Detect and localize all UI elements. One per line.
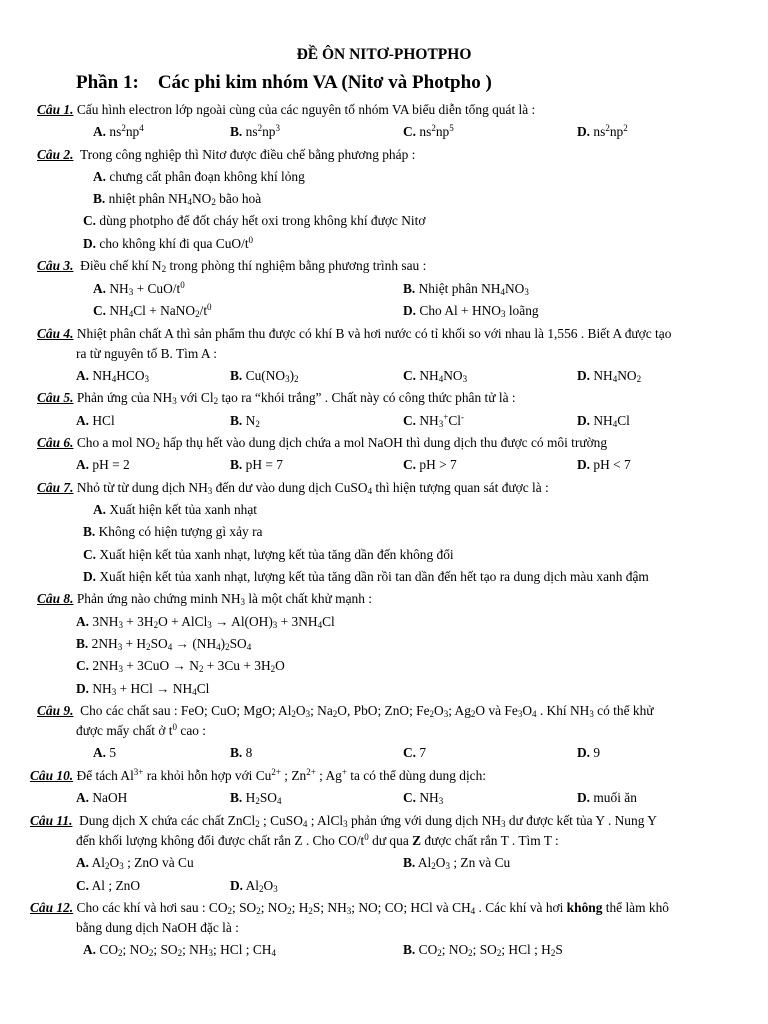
option-text: $H_2SO_4$	[245, 790, 282, 806]
q5-option-b[interactable]	[230, 413, 260, 429]
option-key: C.	[403, 413, 417, 428]
option-text: pH < 7	[593, 457, 631, 472]
q10-option-c[interactable]	[403, 790, 443, 806]
option-text: $Cu(NO_3)_2$	[245, 368, 299, 384]
q9-option-b[interactable]	[230, 745, 252, 761]
option-text: NaOH	[92, 790, 128, 805]
q2-option-d[interactable]	[83, 236, 253, 252]
option-text: Al ; ZnO	[91, 878, 140, 893]
option-text: $ns^2np^3$	[245, 123, 280, 139]
question-text: Cấu hình electron lớp ngoài cùng của các nguyên tố nhóm VA biểu diễn tổng quát là :	[76, 102, 536, 117]
question-text: Cho a mol $NO_2$ hấp thụ hết vào dung dịch chứa a mol NaOH thì dung dịch thu được có môi trường	[76, 435, 608, 451]
option-key: B.	[230, 790, 243, 805]
option-text: 7	[419, 745, 427, 760]
q8-option-c[interactable]	[76, 658, 285, 674]
q11-option-a[interactable]	[76, 855, 194, 871]
option-key: B.	[403, 281, 416, 296]
q8-option-a[interactable]	[76, 614, 335, 630]
option-key: D.	[403, 303, 417, 318]
option-key: A.	[76, 413, 90, 428]
q11-option-c[interactable]	[76, 878, 140, 894]
option-text: $NH_4Cl$ + $NaNO_2/t^0$	[109, 302, 212, 319]
q7-option-c[interactable]	[83, 547, 454, 563]
option-key: A.	[76, 614, 90, 629]
question-10-stem	[30, 768, 486, 784]
question-4-stem	[37, 326, 671, 342]
question-label: Câu 3.	[37, 258, 74, 273]
q7-option-d[interactable]	[83, 569, 649, 585]
option-key: D.	[577, 745, 591, 760]
q9-option-c[interactable]	[403, 745, 426, 761]
q7-option-b[interactable]	[83, 524, 262, 540]
option-key: B.	[230, 745, 243, 760]
q10-option-d[interactable]	[577, 790, 637, 806]
q4-option-b[interactable]	[230, 368, 299, 384]
option-key: B.	[403, 942, 416, 957]
option-text: $NH_4NO_2$	[593, 368, 642, 384]
option-text: $NH_3^+Cl^-$	[419, 412, 464, 429]
option-key: D.	[230, 878, 244, 893]
option-text: 9	[593, 745, 601, 760]
option-text: $CO_2$; $NO_2$; $SO_2$; $NH_3$; HCl ; $CH_4$	[99, 942, 276, 958]
question-12-stem	[30, 900, 669, 916]
option-key: B.	[230, 124, 243, 139]
option-text: $NH_3$ + HCl → $NH_4Cl$	[92, 681, 210, 697]
question-label: Câu 11.	[30, 813, 73, 828]
q12-option-b[interactable]	[403, 942, 563, 958]
option-key: A.	[76, 368, 90, 383]
question-label: Câu 2.	[37, 147, 74, 162]
question-label: Câu 4.	[37, 326, 74, 341]
q5-option-a[interactable]	[76, 413, 115, 429]
option-key: C.	[403, 745, 417, 760]
option-text: $Al_2O_3$ ; ZnO và Cu	[91, 855, 194, 871]
option-text: $NH_4Cl$	[593, 413, 630, 429]
question-text: Nhiệt phân chất A thì sản phẩm thu được có khí B và hơi nước có tỉ khối so với nhau là 1,556 . Biết A được tạo	[76, 326, 672, 341]
option-key: C.	[403, 124, 417, 139]
option-key: C.	[403, 790, 417, 805]
option-text: $2NH_3 + 3CuO \to N_2 + 3Cu + 3H_2O$	[92, 658, 285, 674]
option-text: chưng cất phân đoạn không khí lỏng	[109, 169, 305, 184]
q3-option-d[interactable]	[403, 303, 539, 319]
question-9-stem	[37, 703, 654, 719]
option-key: C.	[83, 547, 97, 562]
option-key: B.	[230, 368, 243, 383]
option-text: $Al_2O_3$ ; Zn và Cu	[417, 855, 511, 871]
q4-option-c[interactable]	[403, 368, 467, 384]
q10-option-b[interactable]	[230, 790, 281, 806]
option-text: Cho $Al + HNO_3$ loãng	[419, 303, 539, 319]
option-text: pH = 7	[245, 457, 283, 472]
q5-option-c[interactable]	[403, 413, 464, 429]
q6-option-a[interactable]	[76, 457, 130, 473]
question-text: Điều chế khí $N_2$ trong phòng thí nghiệm bằng phương trình sau :	[80, 258, 427, 274]
q6-option-b[interactable]	[230, 457, 283, 473]
option-key: C.	[403, 457, 417, 472]
option-key: B.	[403, 855, 416, 870]
option-key: A.	[76, 855, 90, 870]
option-key: B.	[83, 524, 96, 539]
question-label: Câu 7.	[37, 480, 74, 495]
q9-option-d[interactable]	[577, 745, 600, 761]
question-label: Câu 12.	[30, 900, 74, 915]
q1-option-a[interactable]	[93, 124, 144, 140]
question-2-stem	[37, 147, 415, 163]
option-text: $2NH_3 + H_2SO_4 \to (NH_4)_2SO_4$	[91, 636, 252, 652]
question-text: Phản ứng của $NH_3$ với $Cl_2$ tạo ra “khói trắng” . Chất này có công thức phân tử là :	[76, 390, 516, 406]
option-key: B.	[230, 413, 243, 428]
q6-option-d[interactable]	[577, 457, 631, 473]
option-key: B.	[230, 457, 243, 472]
q6-option-c[interactable]	[403, 457, 457, 473]
option-key: D.	[83, 569, 97, 584]
option-key: A.	[93, 124, 107, 139]
question-text: Cho các chất sau : FeO; CuO; MgO; $Al_2O_3$; $Na_2O$, PbO; ZnO; $Fe_2O_3$; $Ag_2O$ và $Fe_3O_4$ . Khí $NH_3$ có thể khử	[80, 703, 654, 719]
question-8-stem	[37, 591, 372, 607]
part-heading	[76, 72, 492, 94]
q10-option-a[interactable]	[76, 790, 127, 806]
question-9-stem-cont: được mấy chất ở $t^0$ cao :	[76, 722, 207, 738]
option-text: $N_2$	[245, 413, 260, 429]
q1-option-d[interactable]	[577, 124, 628, 140]
q7-option-a[interactable]	[93, 502, 257, 518]
question-7-stem	[37, 480, 549, 496]
q11-option-d[interactable]	[230, 878, 278, 894]
question-text: Phản ứng nào chứng minh $NH_3$ là một chất khử mạnh :	[76, 591, 372, 607]
q1-option-c[interactable]	[403, 124, 454, 140]
option-text: $CO_2$; $NO_2$; $SO_2$; HCl ; $H_2S$	[418, 942, 563, 958]
option-text: muối ăn	[593, 790, 637, 805]
option-text: $ns^2np^5$	[419, 123, 454, 139]
option-text: $3NH_3 + 3H_2O$ + AlCl$_3$ → $Al(OH)_3 + 3NH_4Cl$	[92, 614, 335, 630]
document-title: ĐỀ ÔN NITƠ-PHOTPHO	[296, 46, 472, 63]
option-text: 8	[245, 745, 253, 760]
question-label: Câu 6.	[37, 435, 74, 450]
option-key: D.	[577, 413, 591, 428]
q11-option-b[interactable]	[403, 855, 510, 871]
q3-option-c[interactable]	[93, 303, 212, 319]
question-text: Nhỏ từ từ dung dịch $NH_3$ đến dư vào dung dịch CuSO$_4$ thì hiện tượng quan sát được là :	[76, 480, 549, 496]
option-text: Xuất hiện kết tủa xanh nhạt, lượng kết tủa tăng dần đến không đổi	[99, 547, 454, 562]
option-text: 5	[109, 745, 117, 760]
question-1-stem	[37, 102, 535, 118]
q8-option-b[interactable]	[76, 636, 251, 652]
option-text: Không có hiện tượng gì xảy ra	[98, 524, 263, 539]
q3-option-b[interactable]	[403, 281, 529, 297]
option-key: A.	[93, 281, 107, 296]
option-key: A.	[93, 502, 107, 517]
option-text: Nhiệt phân $NH_4NO_3$	[418, 281, 529, 297]
option-text: pH = 2	[92, 457, 130, 472]
part-text: Các phi kim nhóm VA (Nitơ và Photpho )	[157, 72, 492, 93]
option-key: B.	[93, 191, 106, 206]
option-key: A.	[83, 942, 97, 957]
question-label: Câu 5.	[37, 390, 74, 405]
q2-option-b[interactable]	[93, 191, 261, 207]
q2-option-a[interactable]	[93, 169, 305, 185]
q9-option-a[interactable]	[93, 745, 116, 761]
option-key: D.	[577, 124, 591, 139]
question-text: Dung dịch X chứa các chất ZnCl$_2$ ; CuSO$_4$ ; AlCl$_3$ phản ứng với dung dịch $NH_3$ dư được kết tủa Y . Nung Y	[79, 813, 657, 829]
option-text: $NH_4HCO_3$	[92, 368, 150, 384]
option-key: D.	[577, 457, 591, 472]
question-11-stem-cont: đến khối lượng không đổi được chất rắn Z . Cho $CO/t^0$ dư qua Z được chất rắn T . Tìm T :	[76, 832, 559, 848]
question-label: Câu 10.	[30, 768, 74, 783]
option-text: $Al_2O_3$	[245, 878, 278, 894]
question-text: Cho các khí và hơi sau : $CO_2$; $SO_2$; $NO_2$; $H_2S$; $NH_3$; NO; CO; HCl và $CH_4$ . Các khí và hơi không thể làm khô	[76, 900, 669, 916]
question-label: Câu 1.	[37, 102, 74, 117]
option-text: HCl	[92, 413, 115, 428]
q12-option-a[interactable]	[83, 942, 276, 958]
option-key: A.	[93, 745, 107, 760]
question-text: Để tách $Al^{3+}$ ra khỏi hỗn hợp với $Cu^{2+}$ ; $Zn^{2+}$ ; Ag+ ta có thể dùng dung dịch:	[76, 767, 487, 783]
question-3-stem	[37, 258, 426, 274]
q1-option-b[interactable]	[230, 124, 280, 140]
question-label: Câu 9.	[37, 703, 74, 718]
question-11-stem	[30, 813, 657, 829]
option-key: C.	[76, 658, 90, 673]
option-text: $ns^2np^4$	[109, 123, 144, 139]
question-4-stem-cont: ra từ nguyên tố B. Tìm A :	[76, 346, 217, 361]
option-key: B.	[76, 636, 89, 651]
q3-option-a[interactable]	[93, 281, 185, 297]
option-text: Xuất hiện kết tủa xanh nhạt, lượng kết tủa tăng dần rồi tan dần đến hết tạo ra dung dịch màu xanh đậm	[99, 569, 649, 584]
option-key: C.	[76, 878, 90, 893]
option-key: D.	[577, 790, 591, 805]
q4-option-d[interactable]	[577, 368, 641, 384]
question-5-stem	[37, 390, 516, 406]
question-6-stem	[37, 435, 607, 451]
q2-option-c[interactable]	[83, 213, 425, 229]
option-key: D.	[577, 368, 591, 383]
option-text: $ns^2np^2$	[593, 123, 628, 139]
question-label: Câu 8.	[37, 591, 74, 606]
q4-option-a[interactable]	[76, 368, 149, 384]
part-label: Phần 1:	[76, 72, 139, 93]
option-text: $NH_4NO_3$	[419, 368, 468, 384]
option-text: cho không khí đi qua CuO/$t^0$	[99, 235, 254, 251]
question-text: Trong công nghiệp thì Nitơ được điều chế bằng phương pháp :	[79, 147, 416, 162]
option-text: $NH_3$	[419, 790, 444, 806]
option-key: D.	[83, 236, 97, 251]
option-key: A.	[76, 457, 90, 472]
option-text: Xuất hiện kết tủa xanh nhạt	[109, 502, 258, 517]
option-key: C.	[83, 213, 97, 228]
option-text: pH > 7	[419, 457, 457, 472]
option-key: C.	[93, 303, 107, 318]
question-12-stem-cont: bằng dung dịch NaOH đặc là :	[76, 920, 239, 935]
option-text: $NH_3 + CuO/t^0$	[109, 280, 185, 297]
option-key: D.	[76, 681, 90, 696]
option-key: A.	[93, 169, 107, 184]
option-text: dùng photpho để đốt cháy hết oxi trong không khí được Nitơ	[99, 213, 426, 228]
q5-option-d[interactable]	[577, 413, 630, 429]
option-text: nhiệt phân $NH_4NO_2$ bão hoà	[108, 191, 262, 207]
option-key: C.	[403, 368, 417, 383]
q8-option-d[interactable]	[76, 681, 209, 697]
option-key: A.	[76, 790, 90, 805]
